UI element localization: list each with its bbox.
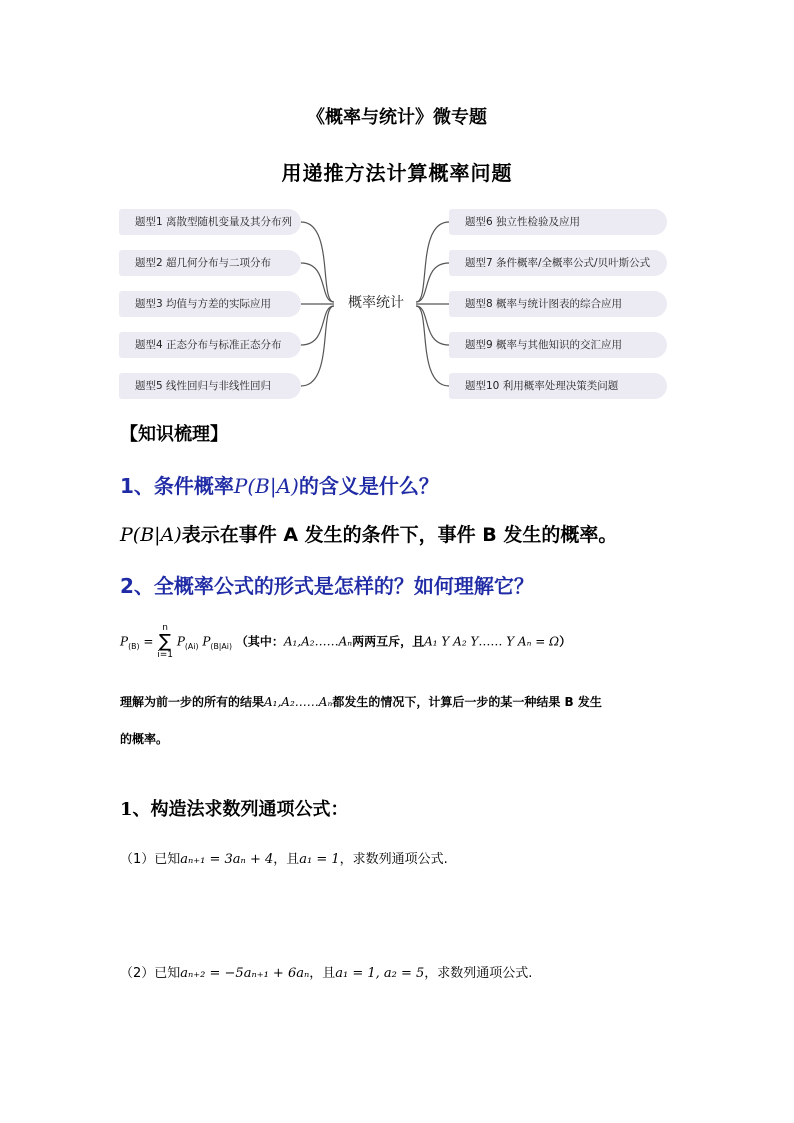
question-2: 2、全概率公式的形式是怎样的？如何理解它？ (120, 574, 534, 598)
formula-set: A₁,A₂……Aₙ (283, 634, 353, 649)
mindmap-item-2: 题型2 超几何分布与二项分布 (119, 250, 301, 276)
sum-lower: i=1 (157, 650, 173, 660)
explanation-math: A₁,A₂……Aₙ (264, 695, 333, 709)
formula-union: A₁ Y A₂ Y…… Y Aₙ = Ω (424, 634, 560, 649)
explanation-pre: 理解为前一步的所有的结果 (120, 695, 265, 709)
formula-term2: P (202, 634, 211, 649)
question-1-pre: 1、条件概率 (120, 474, 234, 498)
explanation-line-2: 的概率。 (120, 732, 169, 746)
formula-lhs: P (120, 634, 129, 649)
mindmap-item-10: 题型10 利用概率处理决策类问题 (449, 373, 667, 399)
problem-2-num: （2）已知 (120, 966, 181, 981)
section-heading-sequence: 1、构造法求数列通项公式： (120, 799, 349, 820)
sigma-symbol (157, 623, 173, 661)
formula-term2-sub: (B|A (210, 641, 227, 651)
sigma-glyph: ∑ (159, 631, 172, 652)
problem-1 (120, 848, 448, 867)
problem-2 (120, 962, 532, 981)
formula-term1-sub: (A (184, 641, 194, 651)
formula-term1-close: ) (195, 641, 199, 651)
total-probability-formula (120, 623, 571, 661)
question-1 (120, 470, 439, 499)
formula-term1: P (176, 634, 185, 649)
problem-2-cond: a₁ = 1, a₂ = 5 (335, 966, 425, 981)
mindmap-item-8: 题型8 概率与统计图表的综合应用 (449, 291, 667, 317)
mindmap-item-6: 题型6 独立性检验及应用 (449, 209, 667, 235)
question-1-post: 的含义是什么？ (298, 474, 439, 498)
explanation-line-1 (120, 693, 602, 710)
question-1-math: P(B|A) (233, 474, 299, 498)
formula-term2-close: ) (228, 641, 232, 651)
answer-1 (120, 520, 617, 547)
problem-1-num: （1）已知 (120, 852, 181, 867)
answer-1-text: 表示在事件 A 发生的条件下，事件 B 发生的概率。 (181, 524, 618, 546)
mindmap-item-5: 题型5 线性回归与非线性回归 (119, 373, 301, 399)
formula-lhs-sub: (B) (128, 641, 140, 651)
formula-note-post: ） (559, 634, 572, 649)
formula-term1-i: i (193, 641, 196, 651)
formula-eq: = (139, 634, 158, 649)
formula-term2-i: i (226, 641, 229, 651)
problem-1-mid: ，且 (273, 852, 300, 867)
formula-note-pre: （其中： (235, 634, 284, 649)
problem-2-mid: ，且 (309, 966, 336, 981)
mindmap (119, 206, 669, 402)
problem-1-cond: a₁ = 1 (299, 852, 340, 867)
mindmap-item-7: 题型7 条件概率/全概率公式/贝叶斯公式 (449, 250, 667, 276)
problem-1-tail: ，求数列通项公式. (339, 852, 448, 867)
mindmap-center: 概率统计 (348, 295, 404, 311)
problem-2-expr: aₙ₊₂ = −5aₙ₊₁ + 6aₙ (180, 966, 310, 981)
doc-title: 《概率与统计》微专题 (307, 107, 487, 128)
mindmap-item-4: 题型4 正态分布与标准正态分布 (119, 332, 301, 358)
mindmap-item-9: 题型9 概率与其他知识的交汇应用 (449, 332, 667, 358)
problem-1-expr: aₙ₊₁ = 3aₙ + 4 (180, 852, 274, 867)
section-heading-knowledge: 【知识梳理】 (120, 424, 228, 445)
problem-2-tail: ，求数列通项公式. (424, 966, 533, 981)
explanation-post: 都发生的情况下，计算后一步的某一种结果 B 发生 (332, 695, 602, 709)
mindmap-item-3: 题型3 均值与方差的实际应用 (119, 291, 301, 317)
formula-note-mid: 两两互斥，且 (352, 634, 425, 649)
sum-upper: n (162, 623, 168, 633)
doc-subtitle: 用递推方法计算概率问题 (281, 161, 513, 185)
mindmap-item-1: 题型1 离散型随机变量及其分布列 (119, 209, 301, 235)
answer-1-math: P(B|A) (120, 524, 182, 546)
